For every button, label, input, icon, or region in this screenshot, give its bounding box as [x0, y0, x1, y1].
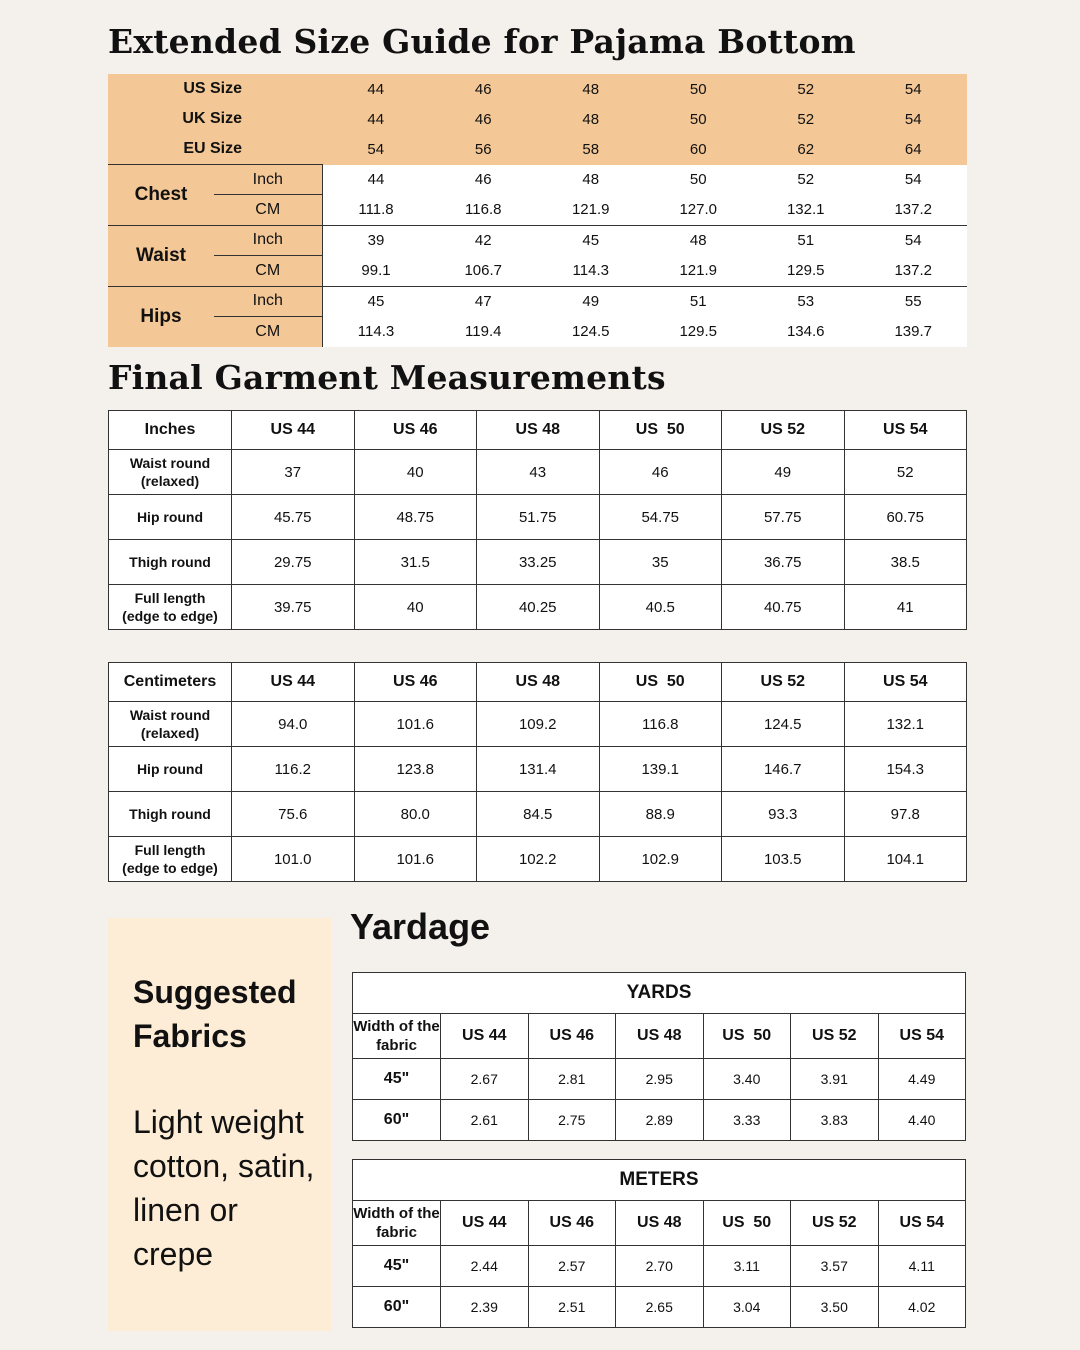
cell: 103.5 — [722, 837, 845, 882]
cell: 60 — [645, 134, 753, 165]
cell: 44 — [322, 104, 430, 134]
size-header: US 50 — [599, 411, 722, 450]
cell: 36.75 — [722, 540, 845, 585]
cell: 42 — [430, 225, 538, 256]
size-header: US 50 — [703, 1014, 791, 1059]
cell: 2.51 — [528, 1287, 616, 1328]
cell: 41 — [844, 585, 967, 630]
cell: 2.89 — [616, 1100, 704, 1141]
cell: 3.40 — [703, 1059, 791, 1100]
cell: 114.3 — [537, 256, 645, 287]
cell: 62 — [752, 134, 860, 165]
cell: 80.0 — [354, 792, 477, 837]
cell: 37 — [232, 450, 355, 495]
cell: 3.50 — [791, 1287, 879, 1328]
cell: 116.8 — [599, 702, 722, 747]
meters-table — [352, 1159, 966, 1328]
unit-label: CM — [214, 195, 322, 226]
cell: 2.75 — [528, 1100, 616, 1141]
cell: 52 — [752, 74, 860, 104]
cell: 48 — [537, 74, 645, 104]
cell: 40 — [354, 585, 477, 630]
cell: 3.33 — [703, 1100, 791, 1141]
size-header: US 54 — [844, 663, 967, 702]
cell: 124.5 — [722, 702, 845, 747]
waist-cm-row — [108, 256, 967, 287]
cell: 54 — [322, 134, 430, 165]
header-row — [109, 411, 967, 450]
cell: 45 — [322, 286, 430, 317]
cell: 121.9 — [645, 256, 753, 287]
cell: 137.2 — [860, 195, 968, 226]
cell: 54 — [860, 165, 968, 195]
cell: 46 — [430, 104, 538, 134]
table-row — [109, 450, 967, 495]
cell: 49 — [537, 286, 645, 317]
row-label: 60" — [353, 1100, 441, 1141]
size-guide-table — [108, 74, 967, 347]
header-row — [109, 663, 967, 702]
cell: 88.9 — [599, 792, 722, 837]
table-row — [109, 540, 967, 585]
cell: 52 — [844, 450, 967, 495]
cell: 4.11 — [878, 1246, 966, 1287]
row-label: Hip round — [109, 747, 232, 792]
cell: 54 — [860, 104, 968, 134]
row-label: 45" — [353, 1246, 441, 1287]
cell: 3.57 — [791, 1246, 879, 1287]
cell: 45 — [537, 225, 645, 256]
cell: 31.5 — [354, 540, 477, 585]
cell: 38.5 — [844, 540, 967, 585]
cell: 56 — [430, 134, 538, 165]
cell: 35 — [599, 540, 722, 585]
cell: 3.04 — [703, 1287, 791, 1328]
cell: 106.7 — [430, 256, 538, 287]
cell: 101.0 — [232, 837, 355, 882]
caption-row — [353, 973, 966, 1014]
cell: 39.75 — [232, 585, 355, 630]
cell: 48 — [537, 165, 645, 195]
yards-table — [352, 972, 966, 1141]
cell: 97.8 — [844, 792, 967, 837]
table-row — [109, 495, 967, 540]
size-header: US 44 — [441, 1014, 529, 1059]
table-row — [109, 792, 967, 837]
fabrics-title: Suggested Fabrics — [133, 974, 297, 1055]
cell: 58 — [537, 134, 645, 165]
chest-cm-row — [108, 195, 967, 226]
cell: 33.25 — [477, 540, 600, 585]
size-header: US 48 — [477, 411, 600, 450]
cell: 129.5 — [752, 256, 860, 287]
cell: 109.2 — [477, 702, 600, 747]
size-header: US 44 — [232, 663, 355, 702]
cell: 54.75 — [599, 495, 722, 540]
cell: 116.2 — [232, 747, 355, 792]
table-row — [109, 585, 967, 630]
cell: 48 — [645, 225, 753, 256]
header-row — [353, 1014, 966, 1059]
cell: 139.7 — [860, 317, 968, 347]
row-label: Full length (edge to edge) — [109, 837, 232, 882]
cell: 40.5 — [599, 585, 722, 630]
cell: 47 — [430, 286, 538, 317]
row-label: 60" — [353, 1287, 441, 1328]
cell: 51 — [645, 286, 753, 317]
cell: 60.75 — [844, 495, 967, 540]
hips-label: Hips — [108, 286, 214, 347]
cell: 154.3 — [844, 747, 967, 792]
table-row — [353, 1100, 966, 1141]
cell: 48 — [537, 104, 645, 134]
cell: 52 — [752, 104, 860, 134]
cell: 101.6 — [354, 702, 477, 747]
row-label: Hip round — [109, 495, 232, 540]
row-label: Thigh round — [109, 792, 232, 837]
cell: 45.75 — [232, 495, 355, 540]
table-row — [109, 747, 967, 792]
row-label: Waist round (relaxed) — [109, 450, 232, 495]
size-header: US 50 — [703, 1201, 791, 1246]
cell: 29.75 — [232, 540, 355, 585]
cell: 93.3 — [722, 792, 845, 837]
size-header: US 44 — [232, 411, 355, 450]
cell: 3.11 — [703, 1246, 791, 1287]
caption-row — [353, 1160, 966, 1201]
cell: 48.75 — [354, 495, 477, 540]
size-header: US 52 — [791, 1201, 879, 1246]
cell: 49 — [722, 450, 845, 495]
cell: 137.2 — [860, 256, 968, 287]
cell: 46 — [430, 165, 538, 195]
hips-inch-row — [108, 286, 967, 317]
cell: 127.0 — [645, 195, 753, 226]
meters-caption: METERS — [353, 1160, 966, 1201]
size-header: US 54 — [878, 1201, 966, 1246]
cell: 101.6 — [354, 837, 477, 882]
unit-label: CM — [214, 256, 322, 287]
size-header: US 46 — [354, 411, 477, 450]
cell: 64 — [860, 134, 968, 165]
cell: 129.5 — [645, 317, 753, 347]
cell: 55 — [860, 286, 968, 317]
row-label: EU Size — [108, 134, 322, 165]
size-header: US 46 — [528, 1014, 616, 1059]
size-header: US 52 — [791, 1014, 879, 1059]
cell: 111.8 — [322, 195, 430, 226]
cell: 102.2 — [477, 837, 600, 882]
garment-title: Final Garment Measurements — [108, 358, 666, 397]
cell: 2.61 — [441, 1100, 529, 1141]
cell: 102.9 — [599, 837, 722, 882]
size-header: US 46 — [354, 663, 477, 702]
cell: 51.75 — [477, 495, 600, 540]
unit-header: Centimeters — [109, 663, 232, 702]
garment-inches-table — [108, 410, 967, 630]
chest-label: Chest — [108, 165, 214, 226]
cell: 2.65 — [616, 1287, 704, 1328]
row-label: Waist round (relaxed) — [109, 702, 232, 747]
cell: 119.4 — [430, 317, 538, 347]
row-label: Full length (edge to edge) — [109, 585, 232, 630]
cell: 46 — [599, 450, 722, 495]
cell: 2.70 — [616, 1246, 704, 1287]
eu-size-row — [108, 134, 967, 165]
width-label: Width of the fabric — [353, 1201, 441, 1246]
unit-label: Inch — [214, 286, 322, 317]
yards-caption: YARDS — [353, 973, 966, 1014]
cell: 44 — [322, 74, 430, 104]
size-header: US 54 — [844, 411, 967, 450]
cell: 53 — [752, 286, 860, 317]
us-size-row — [108, 74, 967, 104]
waist-label: Waist — [108, 225, 214, 286]
width-label: Width of the fabric — [353, 1014, 441, 1059]
cell: 131.4 — [477, 747, 600, 792]
cell: 2.57 — [528, 1246, 616, 1287]
cell: 51 — [752, 225, 860, 256]
cell: 99.1 — [322, 256, 430, 287]
unit-label: Inch — [214, 165, 322, 195]
cell: 146.7 — [722, 747, 845, 792]
size-header: US 54 — [878, 1014, 966, 1059]
cell: 94.0 — [232, 702, 355, 747]
cell: 132.1 — [844, 702, 967, 747]
yardage-title: Yardage — [350, 906, 491, 947]
size-header: US 50 — [599, 663, 722, 702]
cell: 114.3 — [322, 317, 430, 347]
cell: 84.5 — [477, 792, 600, 837]
cell: 54 — [860, 225, 968, 256]
row-label: Thigh round — [109, 540, 232, 585]
cell: 123.8 — [354, 747, 477, 792]
cell: 3.83 — [791, 1100, 879, 1141]
fabrics-description: Light weight cotton, satin, linen or crepe — [133, 1104, 315, 1273]
suggested-fabrics-panel — [108, 918, 331, 1331]
cell: 40.25 — [477, 585, 600, 630]
cell: 54 — [860, 74, 968, 104]
waist-inch-row — [108, 225, 967, 256]
chest-inch-row — [108, 165, 967, 195]
row-label: 45" — [353, 1059, 441, 1100]
cell: 50 — [645, 104, 753, 134]
cell: 121.9 — [537, 195, 645, 226]
cell: 2.81 — [528, 1059, 616, 1100]
table-row — [109, 837, 967, 882]
cell: 52 — [752, 165, 860, 195]
cell: 4.49 — [878, 1059, 966, 1100]
size-header: US 52 — [722, 411, 845, 450]
table-row — [353, 1059, 966, 1100]
cell: 2.67 — [441, 1059, 529, 1100]
cell: 75.6 — [232, 792, 355, 837]
cell: 40.75 — [722, 585, 845, 630]
cell: 40 — [354, 450, 477, 495]
cell: 2.44 — [441, 1246, 529, 1287]
cell: 50 — [645, 74, 753, 104]
header-row — [353, 1201, 966, 1246]
cell: 43 — [477, 450, 600, 495]
cell: 50 — [645, 165, 753, 195]
cell: 4.02 — [878, 1287, 966, 1328]
size-header: US 44 — [441, 1201, 529, 1246]
cell: 2.95 — [616, 1059, 704, 1100]
cell: 46 — [430, 74, 538, 104]
cell: 104.1 — [844, 837, 967, 882]
size-header: US 48 — [616, 1201, 704, 1246]
table-row — [353, 1246, 966, 1287]
cell: 4.40 — [878, 1100, 966, 1141]
cell: 39 — [322, 225, 430, 256]
size-header: US 48 — [616, 1014, 704, 1059]
uk-size-row — [108, 104, 967, 134]
cell: 116.8 — [430, 195, 538, 226]
garment-centimeters-table — [108, 662, 967, 882]
size-header: US 46 — [528, 1201, 616, 1246]
size-guide-title: Extended Size Guide for Pajama Bottom — [108, 22, 856, 61]
unit-label: Inch — [214, 225, 322, 256]
row-label: US Size — [108, 74, 322, 104]
cell: 2.39 — [441, 1287, 529, 1328]
cell: 132.1 — [752, 195, 860, 226]
hips-cm-row — [108, 317, 967, 347]
cell: 57.75 — [722, 495, 845, 540]
size-header: US 52 — [722, 663, 845, 702]
cell: 44 — [322, 165, 430, 195]
unit-header: Inches — [109, 411, 232, 450]
row-label: UK Size — [108, 104, 322, 134]
size-header: US 48 — [477, 663, 600, 702]
table-row — [353, 1287, 966, 1328]
cell: 3.91 — [791, 1059, 879, 1100]
table-row — [109, 702, 967, 747]
cell: 124.5 — [537, 317, 645, 347]
cell: 139.1 — [599, 747, 722, 792]
unit-label: CM — [214, 317, 322, 347]
cell: 134.6 — [752, 317, 860, 347]
